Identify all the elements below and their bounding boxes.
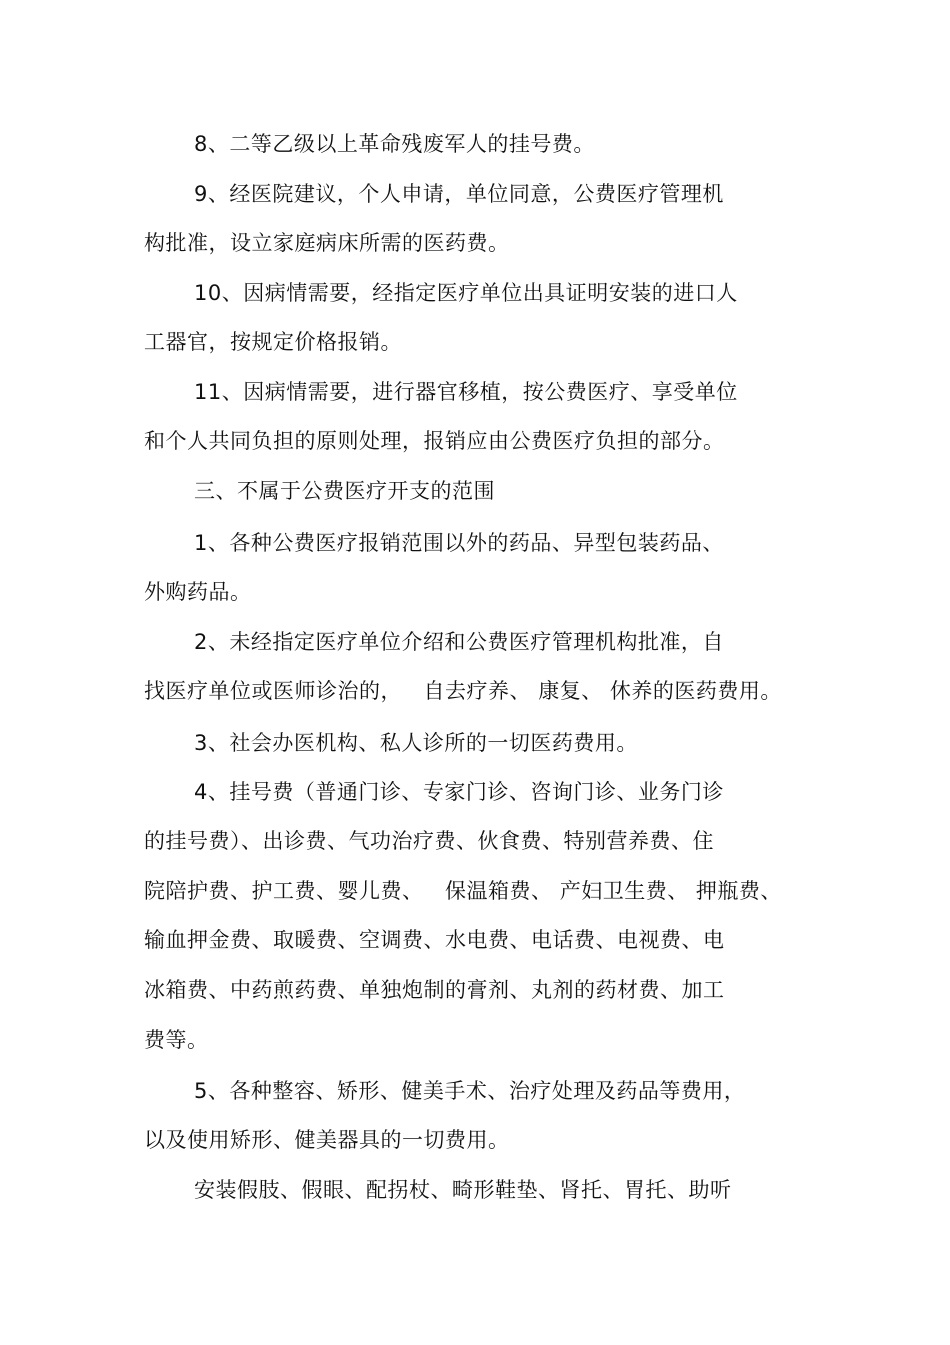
paragraph-line: 3、社会办医机构、私人诊所的一切医药费用。 xyxy=(194,731,638,755)
paragraph-line: 的挂号费）、出诊费、气功治疗费、伙食费、特别营养费、住 xyxy=(144,829,714,853)
paragraph-line: 以及使用矫形、健美器具的一切费用。 xyxy=(144,1128,510,1152)
paragraph-line: 2、未经指定医疗单位介绍和公费医疗管理机构批准，自 xyxy=(194,630,724,654)
paragraph-line: 安装假肢、假眼、配拐杖、畸形鞋垫、肾托、胃托、助听 xyxy=(194,1178,732,1202)
paragraph-line: 10、因病情需要，经指定医疗单位出具证明安装的进口人 xyxy=(194,281,738,305)
paragraph-line: 和个人共同负担的原则处理，报销应由公费医疗负担的部分。 xyxy=(144,429,725,453)
paragraph-line: 11、因病情需要，进行器官移植，按公费医疗、享受单位 xyxy=(194,380,738,404)
paragraph-line: 4、挂号费（普通门诊、专家门诊、咨询门诊、业务门诊 xyxy=(194,780,724,804)
paragraph-line: 冰箱费、中药煎药费、单独炮制的膏剂、丸剂的药材费、加工 xyxy=(144,978,725,1002)
paragraph-line: 院陪护费、护工费、婴儿费、 保温箱费、 产妇卫生费、 押瓶费、 xyxy=(144,879,782,903)
paragraph-line: 8、二等乙级以上革命残废军人的挂号费。 xyxy=(194,132,595,156)
paragraph-line: 构批准，设立家庭病床所需的医药费。 xyxy=(144,231,510,255)
paragraph-line: 输血押金费、取暖费、空调费、水电费、电话费、电视费、电 xyxy=(144,928,725,952)
section-heading: 三、不属于公费医疗开支的范围 xyxy=(194,479,495,503)
paragraph-line: 1、各种公费医疗报销范围以外的药品、异型包装药品、 xyxy=(194,531,724,555)
paragraph-line: 外购药品。 xyxy=(144,580,252,604)
paragraph-line: 5、各种整容、矫形、健美手术、治疗处理及药品等费用， xyxy=(194,1079,746,1103)
paragraph-line: 9、经医院建议，个人申请，单位同意，公费医疗管理机 xyxy=(194,182,724,206)
paragraph-line: 找医疗单位或医师诊治的， 自去疗养、 康复、 休养的医药费用。 xyxy=(144,679,782,703)
paragraph-line: 工器官，按规定价格报销。 xyxy=(144,330,402,354)
paragraph-line: 费等。 xyxy=(144,1028,209,1052)
